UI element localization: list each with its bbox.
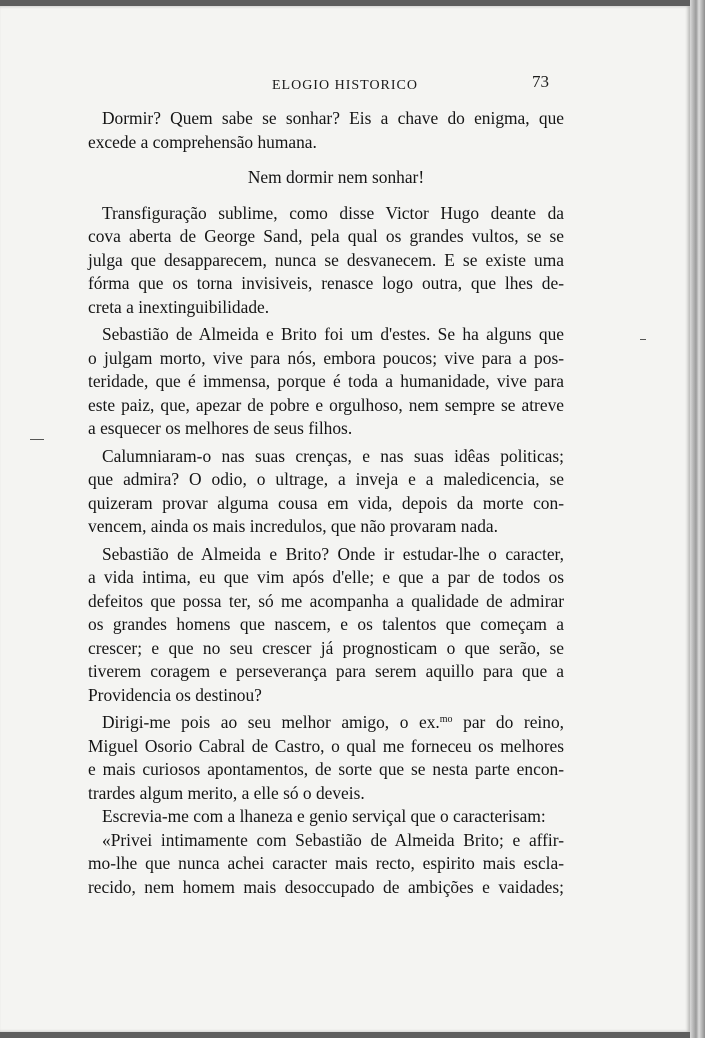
page-edge-shadow <box>690 0 705 1038</box>
text-line: os grandes homens que nascem, e os talentos que começam a <box>88 614 564 634</box>
paragraph-3 <box>88 202 564 320</box>
text-line: Escrevia-me com a lhaneza e genio serviçal que o caracterisam: <box>102 806 546 826</box>
text-line: «Privei intimamente com Sebastião de Almeida Brito; e affir- <box>102 829 564 850</box>
text-line: Sebastião de Almeida e Brito foi um d'estes. Se ha alguns que <box>102 324 564 344</box>
paragraph-5 <box>88 445 564 539</box>
text-line: Sebastião de Almeida e Brito? Onde ir estudar-lhe o caracter, <box>102 543 564 564</box>
text-line: que admira? O odio, o ultrage, a inveja e a maledicencia, se <box>88 469 564 489</box>
spacer <box>88 154 564 166</box>
text-line: a vida intima, eu que vim após d'elle; e que a par de todos os <box>88 567 564 587</box>
text-line: fórma que os torna invisiveis, renasce logo outra, que lhes de- <box>88 273 564 293</box>
text-line: teridade, que é immensa, porque é toda a humanidade, vive para <box>88 371 564 391</box>
text-fragment: par do reino, <box>452 712 564 732</box>
paragraph-8 <box>88 805 564 829</box>
paragraph-6 <box>88 543 564 708</box>
text-line: quizeram provar alguma cousa em vida, depois da morte con- <box>88 492 564 513</box>
text-line: Miguel Osorio Cabral de Castro, o qual me forneceu os melhores <box>88 735 564 756</box>
text-line: excede a comprehensão humana. <box>88 131 317 152</box>
text-line-centered: Nem dormir nem sonhar! <box>247 167 425 187</box>
text-line: recido, nem homem mais desoccupado de ambições e vaidades; <box>88 876 564 897</box>
text-line: e mais curiosos apontamentos, de sorte que se nesta parte encon- <box>88 759 564 779</box>
paragraph-9 <box>88 829 564 900</box>
text-line: este paiz, que, apezar de pobre e orgulhoso, nem sempre se atreve <box>88 394 564 415</box>
text-line: Providencia os destinou? <box>88 684 262 705</box>
text-line: creta a inextinguibilidade. <box>88 296 270 317</box>
text-line: mo-lhe que nunca achei caracter mais recto, espirito mais escla- <box>88 853 564 873</box>
text-line: Dormir? Quem sabe se sonhar? Eis a chave do enigma, que <box>102 108 564 128</box>
paragraph-1 <box>88 107 564 154</box>
spacer <box>88 190 564 202</box>
paragraph-2-centered <box>88 166 564 190</box>
text-line: trardes algum merito, a elle só o deveis. <box>88 782 365 803</box>
paragraph-4 <box>88 323 564 441</box>
text-line: cova aberta de George Sand, pela qual os grandes vultos, se se <box>88 226 564 246</box>
margin-mark <box>640 339 646 340</box>
text-line: a esquecer os melhores de seus filhos. <box>88 418 353 438</box>
text-line: o julgam morto, vive para nós, embora poucos; vive para a pos- <box>88 347 564 368</box>
text-line: julga que desapparecem, nunca se desvanecem. E se existe uma <box>88 249 564 270</box>
text-line: tiverem coragem e perseverança para serem aquillo para que a <box>88 661 564 681</box>
text-fragment: Dirigi-me pois ao seu melhor amigo, o ex. <box>102 712 440 732</box>
text-line: defeitos que possa ter, só me acompanha a qualidade de admirar <box>88 590 564 611</box>
body-text <box>88 107 564 899</box>
text-line: Transfiguração sublime, como disse Victor Hugo deante da <box>102 202 564 223</box>
text-line: crescer; e que no seu crescer já prognosticam o que serão, se <box>88 637 564 658</box>
margin-mark <box>30 439 44 440</box>
text-line: Calumniaram-o nas suas crenças, e nas suas idêas politicas; <box>102 445 564 466</box>
book-page <box>0 6 690 1032</box>
text-line: vencem, ainda os mais incredulos, que não provaram nada. <box>88 516 498 536</box>
page-number: 73 <box>532 72 549 91</box>
superscript-abbrev: mo <box>439 714 453 725</box>
running-head: ELOGIO HISTORICO <box>271 78 418 93</box>
paragraph-7 <box>88 711 564 805</box>
text-line-with-superscript <box>88 711 564 735</box>
